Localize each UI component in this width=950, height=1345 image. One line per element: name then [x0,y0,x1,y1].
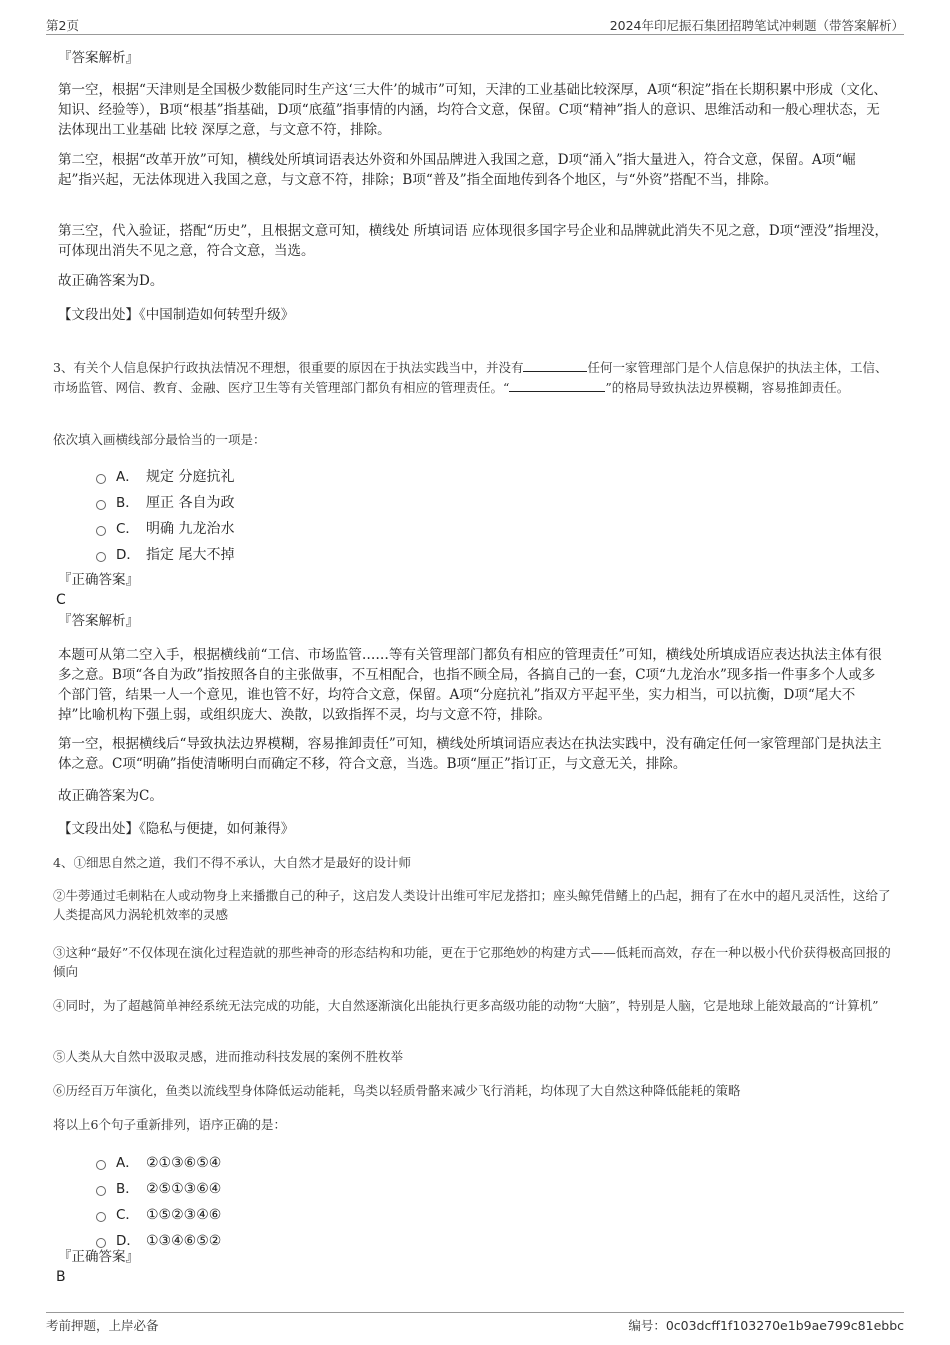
q4-prompt: 将以上6个句子重新排列，语序正确的是： [53,1117,286,1132]
q4-option-b[interactable]: B． ②⑤①③⑥④ [96,1176,221,1202]
q3-source: 【文段出处】《隐私与便捷，如何兼得》 [58,821,295,837]
page-header [46,14,904,35]
q3-stem-part-b: 任何一家管理部门是个人信息保护的执法主体，工信、市场监管、网信、教育、金融、医疗卫生等有关管理部门都负有相应的管理责任。“ [53,360,888,395]
q2-source: 【文段出处】《中国制造如何转型升级》 [58,307,295,323]
q2-analysis-p1: 第一空，根据“天津则是全国极少数能同时生产这‘三大件’的城市”可知，天津的工业基础比较深厚，A项“积淀”指在长期积累中形成（文化、知识、经验等），B项“根基”指基础，D项“底蕴”指事情的内涵，均符合文意，保留。C项“精神”指人的意识、思维活动和一般心理状态，无法体现出工业基础 比较 深厚之意，与文意不符，排除。 [58,82,887,138]
radio-icon[interactable] [96,552,106,562]
q3-blank-1 [523,357,587,372]
footer-slogan: 考前押题，上岸必备 [46,1318,159,1333]
q3-analysis-label: 『答案解析』 [58,613,139,629]
q3-option-a[interactable]: A． 规定 分庭抗礼 [96,464,234,490]
q4-sentence-6: ⑥历经百万年演化，鱼类以流线型身体降低运动能耗，鸟类以轻质骨骼来减少飞行消耗，均体现了大自然这种降低能耗的策略 [53,1083,741,1098]
q3-conclusion: 故正确答案为C。 [58,788,163,804]
radio-icon[interactable] [96,474,106,484]
document-id: 编号：0c03dcff1f103270e1b9ae799c81ebbc [628,1318,904,1333]
q3-options [96,464,234,568]
q4-sentence-4: ④同时，为了超越简单神经系统无法完成的功能，大自然逐渐演化出能执行更多高级功能的动物“大脑”，特别是人脑，它是地球上能效最高的“计算机” [53,998,879,1013]
q3-option-c[interactable]: C． 明确 九龙治水 [96,516,234,542]
q2-conclusion: 故正确答案为D。 [58,273,164,289]
q3-analysis-p1: 本题可从第二空入手，根据横线前“工信、市场监管……等有关管理部门都负有相应的管理责任”可知，横线处所填成语应表达执法主体有很多之意。B项“各自为政”指按照各自的主张做事，不互相配合，也指不顾全局，各搞自己的一套，C项“九龙治水”现多指一件事多个人或多个部门管，结果一人一个意见，谁也管不好，均符合文意，保留。A项“分庭抗礼”指双方平起平坐，实力相当，可以抗衡，D项“尾大不掉”比喻机构下强上弱，或组织庞大、涣散，以致指挥不灵，均与文意不符，排除。 [58,647,882,723]
q3-correct-answer: C [56,592,66,608]
q3-blank-2 [509,377,605,392]
q3-stem-part-a: 3、有关个人信息保护行政执法情况不理想，很重要的原因在于执法实践当中，并没有 [53,360,524,375]
q3-stem-part-c: ”的格局导致执法边界模糊，容易推卸责任。 [605,380,850,395]
q3-option-d[interactable]: D． 指定 尾大不掉 [96,542,234,568]
radio-icon[interactable] [96,1212,106,1222]
q4-correct-answer: B [56,1269,66,1285]
q4-option-a[interactable]: A． ②①③⑥⑤④ [96,1150,221,1176]
q4-option-d[interactable]: D． ①③④⑥⑤② [96,1228,221,1254]
q3-option-b[interactable]: B． 厘正 各自为政 [96,490,234,516]
radio-icon[interactable] [96,526,106,536]
q4-correct-label: 『正确答案』 [58,1249,139,1265]
q3-correct-label: 『正确答案』 [58,572,139,588]
page-footer [46,1312,904,1335]
q2-analysis-p2: 第二空，根据“改革开放”可知，横线处所填词语表达外资和外国品牌进入我国之意，D项“涌入”指大量进入，符合文意，保留。A项“崛起”指兴起，无法体现进入我国之意，与文意不符，排除；B项“普及”指全面地传到各个地区，与“外资”搭配不当，排除。 [58,152,856,188]
q4-sentence-3: ③这种“最好”不仅体现在演化过程造就的那些神奇的形态结构和功能，更在于它那绝妙的构建方式——低耗而高效，存在一种以极小代价获得极高回报的倾向 [53,945,891,979]
q4-sentence-2: ②牛蒡通过毛刺粘在人或动物身上来播撒自己的种子，这启发人类设计出维可牢尼龙搭扣；座头鲸凭借鳍上的凸起，拥有了在水中的超凡灵活性，这给了人类提高风力涡轮机效率的灵感 [53,888,891,922]
q2-analysis-p3: 第三空，代入验证，搭配“历史”，且根据文意可知，横线处 所填词语 应体现很多国字号企业和品牌就此消失不见之意，D项“湮没”指埋没，可体现出消失不见之意，符合文意，当选。 [58,223,889,259]
radio-icon[interactable] [96,1160,106,1170]
page-number: 第2页 [46,18,79,33]
q3-stem [53,357,893,397]
q4-sentence-1: 4、①细思自然之道，我们不得不承认，大自然才是最好的设计师 [53,855,411,870]
q2-analysis-label: 『答案解析』 [58,50,139,66]
radio-icon[interactable] [96,500,106,510]
radio-icon[interactable] [96,1186,106,1196]
q3-prompt: 依次填入画横线部分最恰当的一项是： [53,432,266,447]
q4-options [96,1150,221,1254]
q4-option-c[interactable]: C． ①⑤②③④⑥ [96,1202,221,1228]
document-title: 2024年印尼振石集团招聘笔试冲刺题（带答案解析） [609,18,904,33]
q3-analysis-p2: 第一空，根据横线后“导致执法边界模糊，容易推卸责任”可知，横线处所填词语应表达在执法实践中，没有确定任何一家管理部门是执法主体之意。C项“明确”指使清晰明白而确定不移，符合文意，当选。B项“厘正”指订正，与文意无关，排除。 [58,736,882,772]
q4-sentence-5: ⑤人类从大自然中汲取灵感，进而推动科技发展的案例不胜枚举 [53,1049,404,1064]
